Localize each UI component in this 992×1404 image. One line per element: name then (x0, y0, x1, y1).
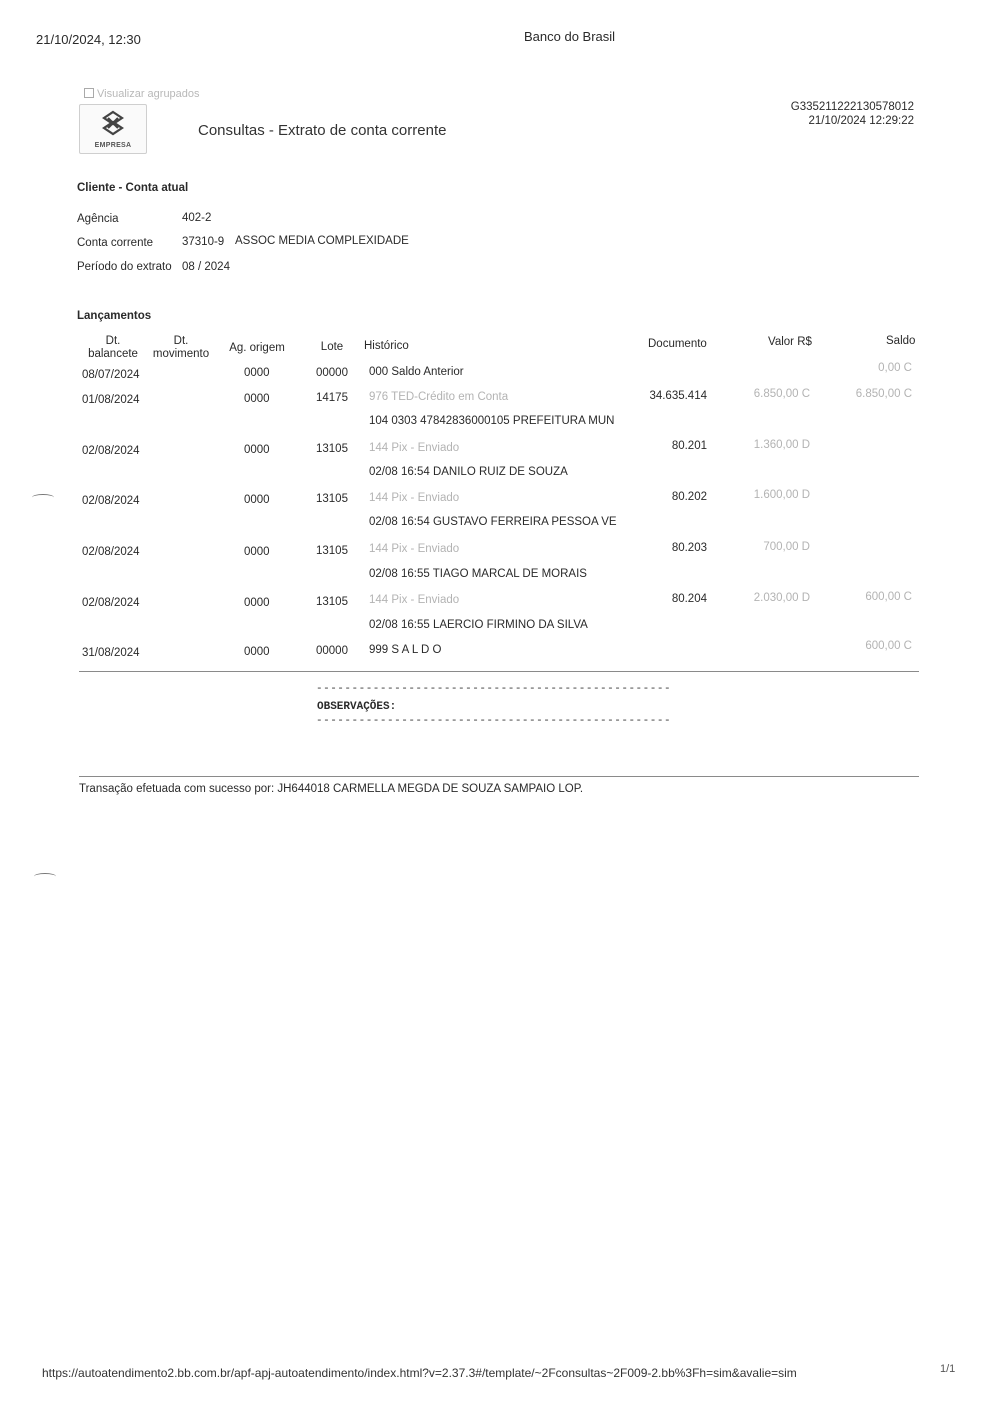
row-3-hist: 144 Pix - Enviado (369, 492, 460, 504)
observacoes-top-dashes: -------------------------------------------------- (316, 683, 672, 695)
col-dt-movimento-line2: movimento (152, 348, 210, 360)
observacoes-label: OBSERVAÇÕES: (317, 701, 397, 713)
row-3-hist-detail: 02/08 16:54 GUSTAVO FERREIRA PESSOA VE (369, 516, 617, 528)
row-4-doc: 80.203 (671, 542, 707, 554)
row-5-ag: 0000 (244, 597, 270, 609)
row-1-hist: 976 TED-Crédito em Conta (369, 391, 509, 403)
col-historico: Histórico (364, 340, 409, 352)
row-3-lote: 13105 (316, 493, 348, 505)
bb-empresa-logo (79, 104, 147, 154)
footer-rule (79, 776, 919, 777)
row-2-ag: 0000 (244, 444, 270, 456)
row-5-saldo: 600,00 C (865, 591, 912, 603)
col-valor: Valor R$ (768, 336, 812, 348)
col-dt-balancete (80, 335, 146, 361)
row-6-date: 31/08/2024 (82, 647, 140, 659)
row-2-doc: 80.201 (671, 440, 707, 452)
logo-text: EMPRESA (94, 142, 132, 149)
document-timestamp: 21/10/2024 12:29:22 (808, 115, 914, 127)
row-0-date: 08/07/2024 (82, 369, 140, 381)
col-dt-movimento (148, 335, 214, 361)
row-5-lote: 13105 (316, 596, 348, 608)
row-4-valor: 700,00 D (763, 541, 810, 553)
page-title: Consultas - Extrato de conta corrente (198, 122, 447, 139)
row-1-lote: 14175 (316, 392, 348, 404)
row-1-saldo: 6.850,00 C (855, 388, 912, 400)
row-0-hist: 000 Saldo Anterior (369, 366, 464, 378)
col-ag-origem: Ag. origem (229, 342, 285, 354)
page-url: https://autoatendimento2.bb.com.br/apf-apj-autoatendimento/index.html?v=2.37.3#/template/~2Fconsultas~2F009-2.bb%3Fh=sim&avalie=sim (42, 1366, 797, 1380)
view-grouped-label: Visualizar agrupados (97, 88, 200, 100)
row-1-date: 01/08/2024 (82, 394, 140, 406)
row-2-lote: 13105 (316, 443, 348, 455)
document-id: G335211222130578012 (790, 101, 914, 113)
row-4-date: 02/08/2024 (82, 546, 140, 558)
row-5-date: 02/08/2024 (82, 597, 140, 609)
observacoes-bottom-dashes: -------------------------------------------------- (316, 715, 672, 727)
row-2-date: 02/08/2024 (82, 445, 140, 457)
row-1-ag: 0000 (244, 393, 270, 405)
row-1-hist-detail: 104 0303 47842836000105 PREFEITURA MUN (369, 415, 615, 427)
row-5-valor: 2.030,00 D (753, 592, 810, 604)
row-1-doc: 34.635.414 (649, 390, 707, 402)
col-lote: Lote (320, 341, 344, 353)
row-0-saldo: 0,00 C (878, 362, 912, 374)
agencia-value: 402-2 (182, 212, 212, 224)
periodo-label: Período do extrato (77, 261, 172, 273)
conta-value: 37310-9 (182, 236, 225, 248)
bb-logo-icon (100, 110, 126, 136)
periodo-value: 08 / 2024 (182, 261, 230, 273)
row-6-ag: 0000 (244, 646, 270, 658)
row-5-hist-detail: 02/08 16:55 LAERCIO FIRMINO DA SILVA (369, 619, 588, 631)
row-6-saldo: 600,00 C (865, 640, 912, 652)
lancamentos-section-title: Lançamentos (77, 310, 152, 322)
conta-name: ASSOC MEDIA COMPLEXIDADE (235, 235, 409, 247)
row-5-hist: 144 Pix - Enviado (369, 594, 460, 606)
row-6-hist: 999 S A L D O (369, 644, 442, 656)
print-datetime: 21/10/2024, 12:30 (36, 32, 141, 47)
row-3-date: 02/08/2024 (82, 495, 140, 507)
row-4-hist-detail: 02/08 16:55 TIAGO MARCAL DE MORAIS (369, 568, 587, 580)
transaction-confirmation: Transação efetuada com sucesso por: JH644018 CARMELLA MEGDA DE SOUZA SAMPAIO LOP. (79, 783, 584, 795)
row-3-ag: 0000 (244, 494, 270, 506)
row-5-doc: 80.204 (671, 593, 707, 605)
row-3-valor: 1.600,00 D (753, 489, 810, 501)
row-0-ag: 0000 (244, 367, 270, 379)
table-bottom-rule (79, 671, 919, 672)
client-section-title: Cliente - Conta atual (77, 182, 189, 194)
conta-label: Conta corrente (77, 237, 154, 249)
scan-mark (34, 873, 56, 880)
col-dt-balancete-line1: Dt. (105, 335, 121, 347)
row-2-valor: 1.360,00 D (753, 439, 810, 451)
col-saldo: Saldo (886, 335, 916, 347)
site-title: Banco do Brasil (524, 29, 616, 44)
row-6-lote: 00000 (316, 645, 348, 657)
col-dt-balancete-line2: balancete (88, 348, 138, 360)
row-3-doc: 80.202 (671, 491, 707, 503)
col-documento: Documento (648, 338, 707, 350)
view-grouped-toggle[interactable] (84, 88, 200, 100)
row-4-lote: 13105 (316, 545, 348, 557)
document-code (791, 100, 914, 128)
row-1-valor: 6.850,00 C (753, 388, 810, 400)
scan-mark (32, 494, 54, 501)
checkbox-icon[interactable] (84, 88, 94, 98)
row-2-hist: 144 Pix - Enviado (369, 442, 460, 454)
row-4-ag: 0000 (244, 546, 270, 558)
row-0-lote: 00000 (316, 367, 348, 379)
row-4-hist: 144 Pix - Enviado (369, 543, 460, 555)
page-number: 1/1 (940, 1363, 956, 1375)
row-2-hist-detail: 02/08 16:54 DANILO RUIZ DE SOUZA (369, 466, 568, 478)
col-dt-movimento-line1: Dt. (173, 335, 189, 347)
agencia-label: Agência (77, 213, 119, 225)
